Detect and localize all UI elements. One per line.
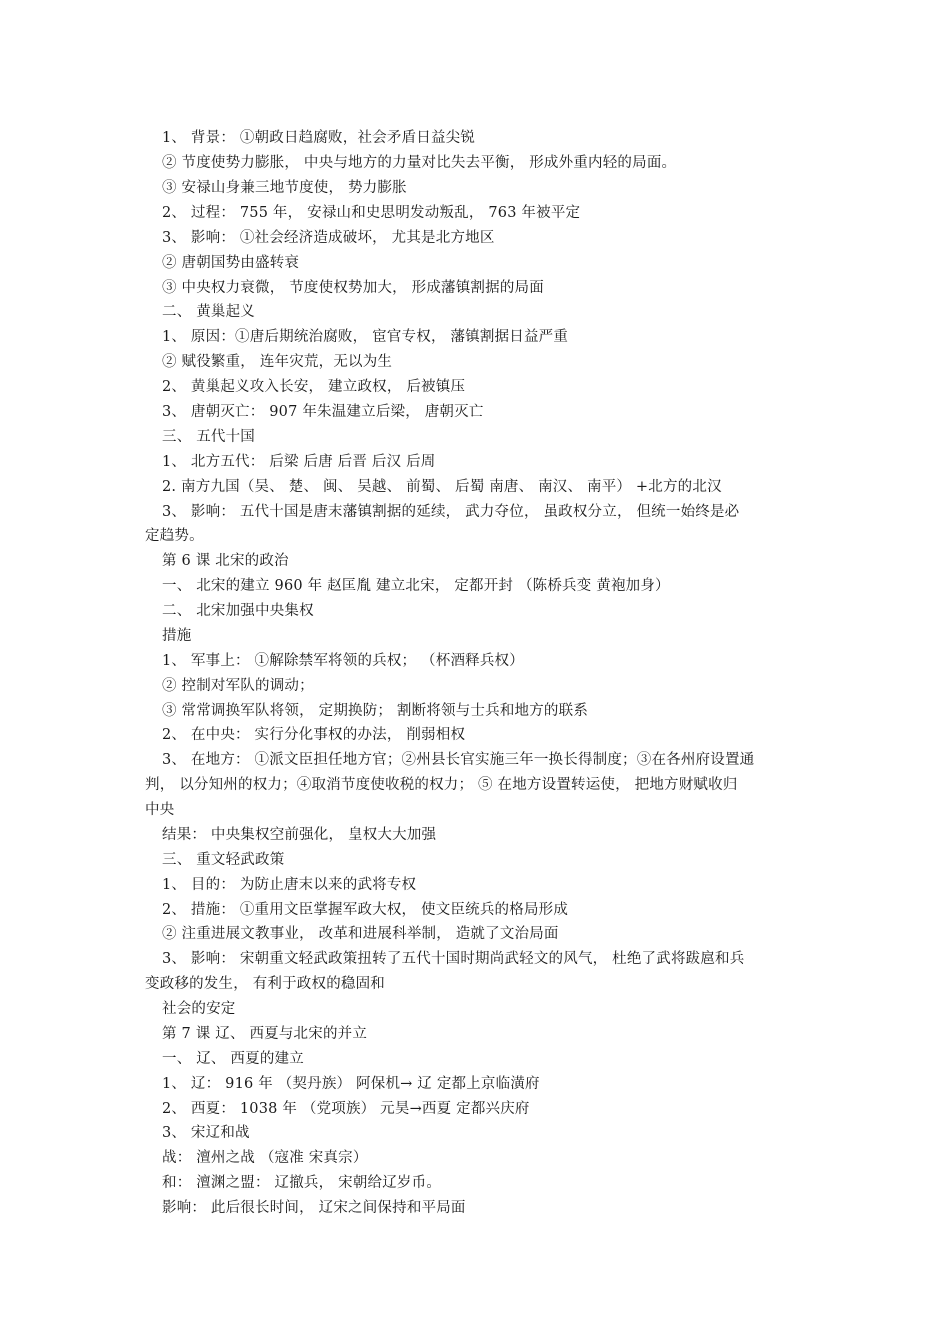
text-line: 2、 过程： 755 年， 安禄山和史思明发动叛乱， 763 年被平定 [162, 205, 581, 221]
text-line: 2、 在中央： 实行分化事权的办法， 削弱相权 [162, 727, 466, 743]
text-line: 措施 [162, 628, 192, 644]
text-line: 定趋势。 [145, 528, 204, 544]
text-line: ② 赋役繁重， 连年灾荒，无以为生 [162, 354, 393, 370]
text-line: 社会的安定 [162, 1001, 236, 1017]
text-line: 影响： 此后很长时间， 辽宋之间保持和平局面 [162, 1200, 466, 1216]
text-line: ② 节度使势力膨胀， 中央与地方的力量对比失去平衡， 形成外重内轻的局面。 [162, 155, 677, 171]
text-line: 2. 南方九国（吴、 楚、 闽、 吴越、 前蜀、 后蜀 南唐、 南汉、 南平） +北方的北汉 [162, 479, 722, 495]
text-line: 3、 唐朝灭亡： 907 年朱温建立后梁， 唐朝灭亡 [162, 404, 484, 420]
text-line: 1、 背景： ①朝政日趋腐败，社会矛盾日益尖锐 [162, 130, 476, 146]
text-line: ② 控制对军队的调动； [162, 678, 314, 694]
text-line: ③ 安禄山身兼三地节度使， 势力膨胀 [162, 180, 407, 196]
text-line: ② 唐朝国势由盛转衰 [162, 255, 300, 271]
text-line: 3、 影响： ①社会经济造成破坏， 尤其是北方地区 [162, 230, 495, 246]
text-line: 变政移的发生， 有利于政权的稳固和 [145, 976, 386, 992]
text-line: 2、 西夏： 1038 年 （党项族） 元昊→西夏 定都兴庆府 [162, 1101, 530, 1117]
text-line: ③ 中央权力衰微， 节度使权势加大， 形成藩镇割据的局面 [162, 280, 544, 296]
text-line: ② 注重进展文教事业， 改革和进展科举制， 造就了文治局面 [162, 926, 559, 942]
text-line: 1、 原因：①唐后期统治腐败， 宦官专权， 藩镇割据日益严重 [162, 329, 569, 345]
text-line: 1、 辽： 916 年 （契丹族） 阿保机→ 辽 定都上京临潢府 [162, 1076, 540, 1092]
text-line: 1、 军事上： ①解除禁军将领的兵权； （杯酒释兵权） [162, 653, 524, 669]
text-line: 中央 [145, 802, 175, 818]
text-line: 结果： 中央集权空前强化， 皇权大大加强 [162, 827, 437, 843]
text-line: 3、 影响： 五代十国是唐末藩镇割据的延续， 武力夺位， 虽政权分立， 但统一始终是必 [162, 504, 740, 520]
text-line: 3、 宋辽和战 [162, 1125, 250, 1141]
text-line: 和： 澶渊之盟： 辽撤兵， 宋朝给辽岁币。 [162, 1175, 442, 1191]
text-line: 3、 影响： 宋朝重文轻武政策扭转了五代十国时期尚武轻文的风气， 杜绝了武将跋扈和兵 [162, 951, 745, 967]
lesson-title: 第 6 课 北宋的政治 [162, 553, 289, 569]
section-heading: 二、 黄巢起义 [162, 304, 256, 320]
text-line: 1、 北方五代： 后梁 后唐 后晋 后汉 后周 [162, 454, 436, 470]
text-line: 战： 澶州之战 （寇准 宋真宗） [162, 1150, 368, 1166]
text-line: 2、 黄巢起义攻入长安， 建立政权， 后被镇压 [162, 379, 466, 395]
section-heading: 三、 五代十国 [162, 429, 256, 445]
text-line: 1、 目的： 为防止唐末以来的武将专权 [162, 877, 417, 893]
text-line: 3、 在地方： ①派文臣担任地方官；②州县长官实施三年一换长得制度；③在各州府设置通 [162, 752, 755, 768]
section-heading: 二、 北宋加强中央集权 [162, 603, 314, 619]
lesson-title: 第 7 课 辽、 西夏与北宋的并立 [162, 1026, 368, 1042]
section-heading: 三、 重文轻武政策 [162, 852, 285, 868]
text-line: 2、 措施： ①重用文臣掌握军政大权， 使文臣统兵的格局形成 [162, 902, 569, 918]
section-heading: 一、 辽、 西夏的建立 [162, 1051, 304, 1067]
section-heading: 一、 北宋的建立 960 年 赵匡胤 建立北宋， 定都开封 （陈桥兵变 黄袍加身） [162, 578, 670, 594]
text-line: ③ 常常调换军队将领， 定期换防； 割断将领与士兵和地方的联系 [162, 703, 589, 719]
text-line: 判， 以分知州的权力；④取消节度使收税的权力； ⑤ 在地方设置转运使， 把地方财赋收归 [145, 777, 738, 793]
